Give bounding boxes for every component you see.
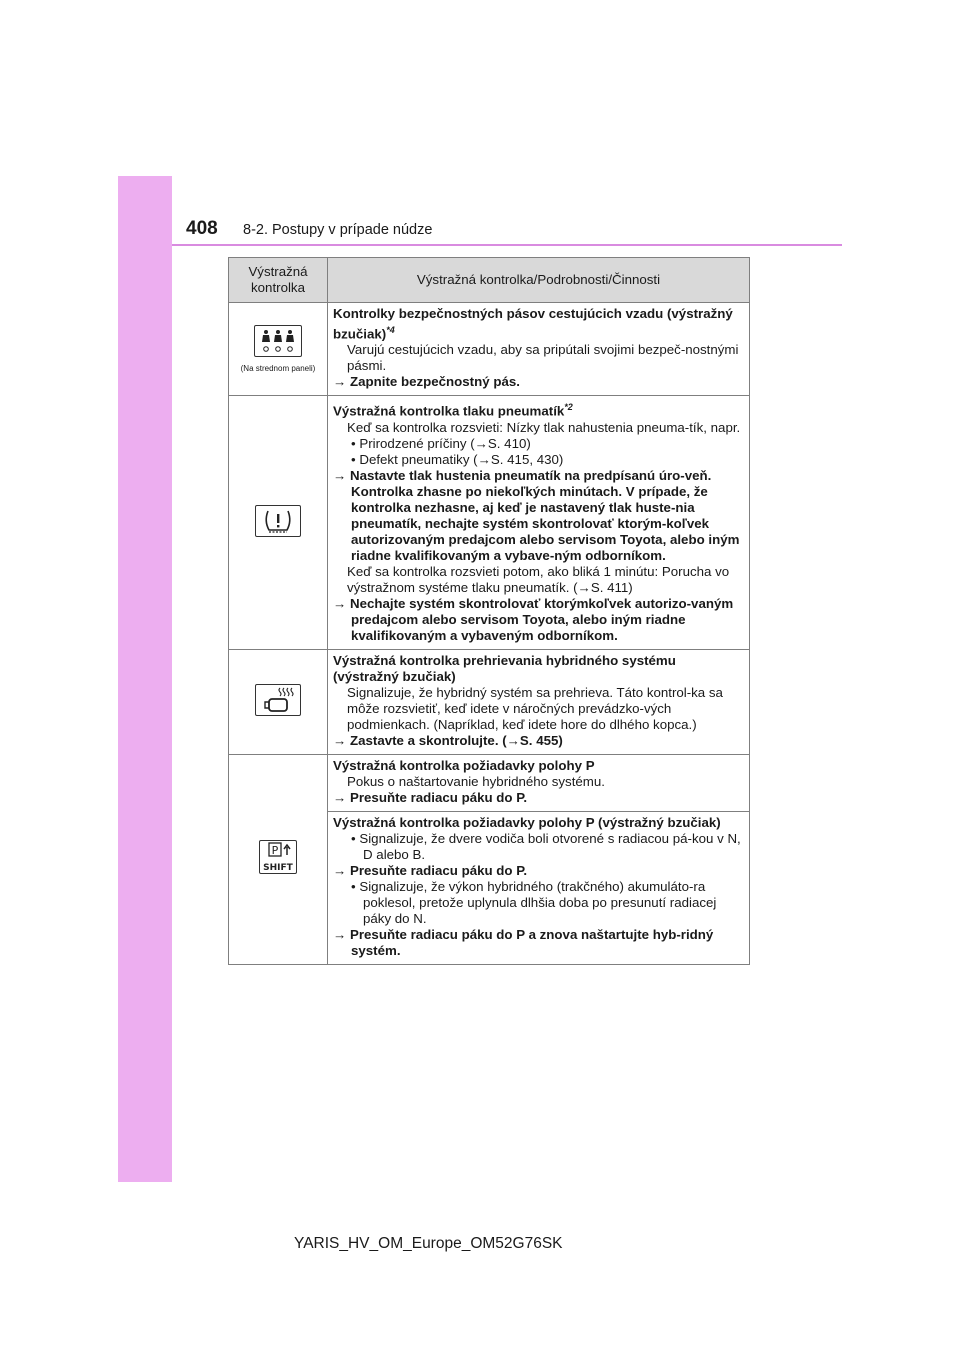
- row-description: Signalizuje, že hybridný systém sa prehrieva. Táto kontrol-ka sa môže rozsvietiť, keď idete v náročných prevádzko-vých podmienkach. (Napríklad, keď idete hore do dlhého kopca.): [347, 684, 723, 732]
- hybrid-overheat-icon: [255, 684, 301, 716]
- chapter-tab-band: [118, 176, 172, 1182]
- col-header-details: Výstražná kontrolka/Podrobnosti/Činnosti: [328, 258, 750, 303]
- warning-lights-table: [228, 257, 750, 965]
- row-action: → Zapnite bezpečnostný pás.: [333, 374, 520, 390]
- details-cell: [328, 396, 750, 649]
- row-description: Keď sa kontrolka rozsvieti: Nízky tlak nahustenia pneuma-tík, napr.: [347, 419, 741, 435]
- list-item: • Defekt pneumatiky (→S. 415, 430): [351, 451, 564, 467]
- page-number: 408: [186, 218, 218, 239]
- details-cell: [328, 649, 750, 754]
- seatbelt-reminder-icon: [254, 325, 302, 357]
- table-row: [229, 649, 750, 754]
- row-description: Pokus o naštartovanie hybridného systému.: [347, 773, 605, 789]
- table-header-row: [229, 258, 750, 303]
- header-divider: [172, 244, 842, 246]
- row-description: Varujú cestujúcich vzadu, aby sa pripútali svojimi bezpeč-nostnými pásmi.: [347, 342, 739, 374]
- row-action: → Presuňte radiacu páku do P.: [333, 862, 528, 878]
- list-item: • Signalizuje, že výkon hybridného (trakčného) akumuláto-ra poklesol, pretože uplynula dlhšia doba po presunutí radiacej páky do N.: [351, 878, 717, 926]
- icon-cell: [229, 754, 328, 964]
- row-title: Výstražná kontrolka požiadavky polohy P (výstražný bzučiak): [333, 814, 721, 830]
- row-title: Výstražná kontrolka požiadavky polohy P: [333, 757, 595, 773]
- details-cell: [328, 303, 750, 396]
- row-action: → Nastavte tlak hustenia pneumatík na predpísanú úro-veň.: [333, 467, 712, 483]
- p-shift-icon: [259, 840, 297, 874]
- svg-text:P: P: [271, 844, 279, 858]
- icon-caption: (Na strednom paneli): [240, 364, 316, 374]
- row-description: Keď sa kontrolka rozsvieti potom, ako bliká 1 minútu: Porucha vo výstražnom systéme tlaku pneumatík. (→S. 411): [347, 563, 730, 595]
- row-action: → Presuňte radiacu páku do P.: [333, 789, 528, 805]
- row-action: → Zastavte a skontrolujte. (→S. 455): [333, 732, 563, 748]
- details-cell: [328, 811, 750, 964]
- tire-pressure-warning-icon: [255, 505, 301, 537]
- footer-doc-id: YARIS_HV_OM_Europe_OM52G76SK: [294, 1235, 563, 1252]
- table-row: [229, 396, 750, 649]
- row-action: → Nechajte systém skontrolovať ktorýmkoľvek autorizo-vaným predajcom alebo servisom Toyota, alebo iným riadne kvalifikovaným a vybaveným odborníkom.: [333, 595, 734, 643]
- table-row: [229, 303, 750, 396]
- row-title: Výstražná kontrolka tlaku pneumatík$^{*2}$: [333, 402, 573, 419]
- table-row: [229, 754, 750, 811]
- row-action-detail: Kontrolka zhasne po niekoľkých minútach. V prípade, že kontrolka nezhasne, aj keď je nastavený tlak huste-nia pneumatík, nechajte systém skontrolovať ktorým-koľvek autorizovaným predajcom alebo servisom Toyota, alebo iným riadne kvalifikovaným a vybave-ným odborníkom.: [351, 483, 740, 563]
- icon-cell: [229, 396, 328, 649]
- details-cell: [328, 754, 750, 811]
- row-action: → Presuňte radiacu páku do P a znova naštartujte hyb-ridný systém.: [333, 926, 714, 958]
- row-title: Kontrolky bezpečnostných pásov cestujúcich vzadu (výstražný bzučiak)$^{*4}$: [333, 306, 733, 342]
- icon-cell: [229, 303, 328, 396]
- icon-cell: [229, 649, 328, 754]
- row-title: Výstražná kontrolka prehrievania hybridného systému (výstražný bzučiak): [333, 652, 676, 684]
- col-header-light: Výstražná kontrolka: [229, 258, 328, 303]
- section-title: 8-2. Postupy v prípade núdze: [243, 222, 433, 238]
- list-item: • Signalizuje, že dvere vodiča boli otvorené s radiacou pá-kou v N, D alebo B.: [351, 830, 741, 862]
- svg-text:SHIFT: SHIFT: [263, 863, 293, 874]
- list-item: • Prirodzené príčiny (→S. 410): [351, 435, 531, 451]
